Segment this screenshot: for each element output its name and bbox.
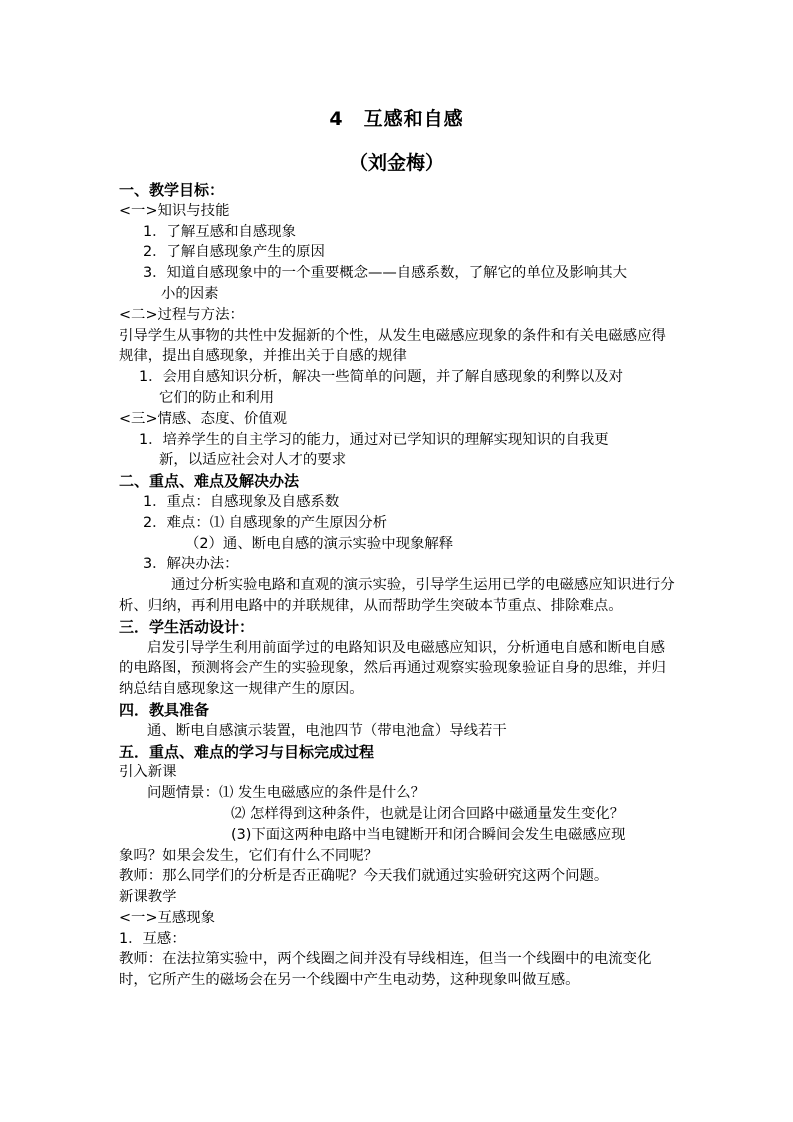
list-item-continuation: 它们的防止和利用 [159, 389, 275, 406]
list-item: 1．会用自感知识分析，解决一些简单的问题，并了解自感现象的利弊以及对 [139, 369, 624, 386]
section-heading-3: 三．学生活动设计： [119, 617, 255, 636]
list-item: 2．难点：⑴ 自感现象的产生原因分析 [143, 514, 387, 531]
list-item: （2）通、断电自感的演示实验中现象解释 [185, 535, 454, 552]
subheading-mutual-induction: <一>互感现象 [119, 909, 216, 926]
list-item-continuation: 小的因素 [161, 285, 219, 302]
section-heading-5: 五．重点、难点的学习与目标完成过程 [119, 742, 375, 761]
paragraph: 启发引导学生利用前面学过的电路知识及电磁感应知识，分析通电自感和断电自感的电路图，预测将会产生的实验现象，然后再通过观察实验现象验证自身的思维，并归纳总结自感现象这一规律产生的原因。 [119, 639, 666, 698]
list-item: 1．重点：自感现象及自感系数 [143, 493, 340, 510]
section-heading-4: 四．教具准备 [119, 700, 210, 719]
section-heading-1: 一、教学目标： [119, 181, 225, 199]
list-item: 3．知道自感现象中的一个重要概念——自感系数，了解它的单位及影响其大 [143, 265, 628, 282]
question-item: ⑵ 怎样得到这种条件，也就是让闭合回路中磁通量发生变化？ [231, 805, 625, 822]
question-item: 问题情景：⑴ 发生电磁感应的条件是什么？ [147, 785, 425, 802]
list-item: 3．解决办法： [143, 556, 239, 573]
subheading-intro: 引入新课 [119, 764, 177, 781]
subheading-new-lesson: 新课教学 [119, 889, 177, 906]
list-item: 2．了解自感现象产生的原因 [143, 244, 325, 261]
question-item: (3)下面这两种电路中当电键断开和闭合瞬间会发生电磁感应现 [231, 826, 626, 843]
paragraph: 教师：那么同学们的分析是否正确呢？今天我们就通过实验研究这两个问题。 [119, 868, 609, 885]
subheading-knowledge: <一>知识与技能 [119, 202, 230, 219]
list-item-continuation: 新，以适应社会对人才的要求 [159, 452, 347, 469]
paragraph: 教师：在法拉第实验中，两个线圈之间并没有导线相连，但当一个线圈中的电流变化时，它所产生的磁场会在另一个线圈中产生电动势，这种现象叫做互感。 [119, 951, 652, 989]
subheading-process: <二>过程与方法： [119, 306, 244, 323]
paragraph: 通、断电自感演示装置，电池四节（带电池盒）导线若干 [147, 722, 507, 739]
section-heading-2: 二、重点、难点及解决办法 [119, 472, 300, 491]
paragraph: 通过分析实验电路和直观的演示实验，引导学生运用已学的电磁感应知识进行分析、归纳，再利用电路中的并联规律，从而帮助学生突破本节重点、排除难点。 [119, 577, 675, 614]
list-item: 1．了解互感和自感现象 [143, 223, 297, 240]
paragraph: 引导学生从事物的共性中发掘新的个性，从发生电磁感应现象的条件和有关电磁感应得规律，提出自感现象，并推出关于自感的规律 [119, 327, 666, 365]
list-item: 1．互感： [119, 930, 186, 947]
question-item-continuation: 象吗？如果会发生，它们有什么不同呢？ [119, 847, 379, 864]
document-author: （刘金梅） [348, 152, 444, 174]
list-item: 1．培养学生的自主学习的能力，通过对已学知识的理解实现知识的自我更 [139, 431, 609, 448]
document-title: 4 互感和自感 [329, 108, 464, 130]
subheading-emotion: <三>情感、态度、价值观 [119, 410, 288, 427]
document-body [119, 180, 679, 991]
